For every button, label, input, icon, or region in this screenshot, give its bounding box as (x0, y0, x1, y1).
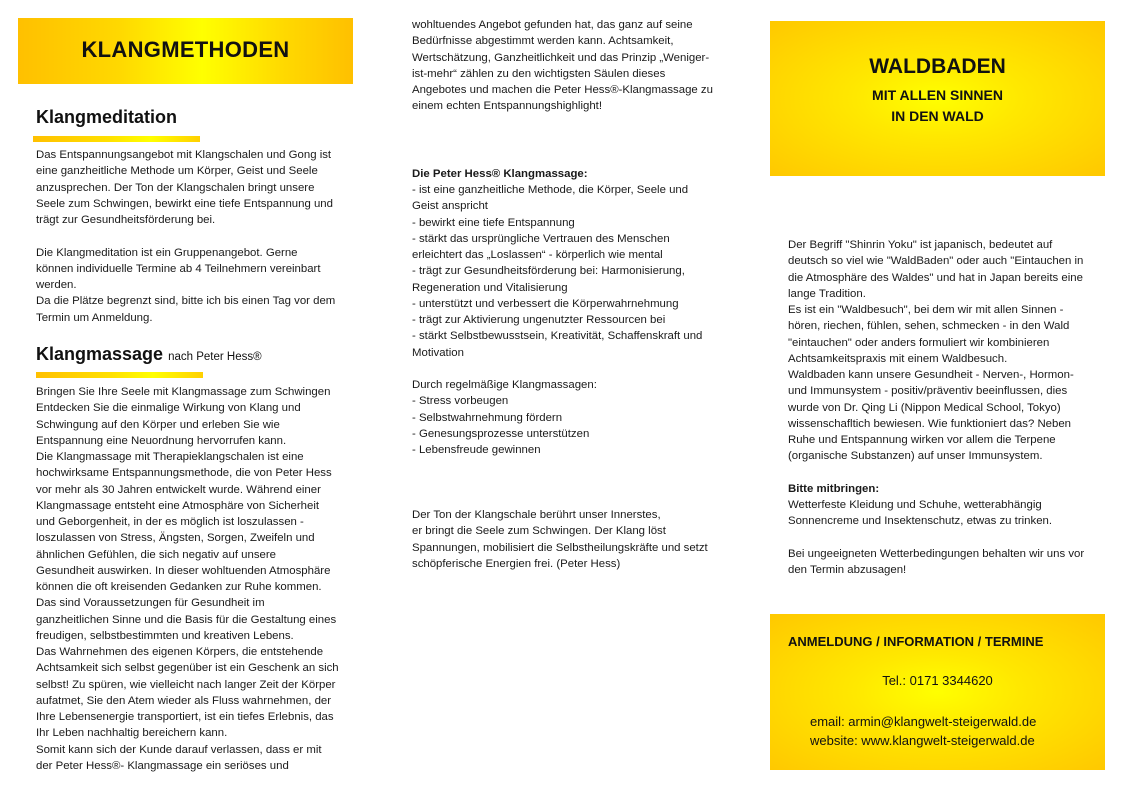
klangmethoden-banner (18, 18, 353, 84)
contact-links (810, 712, 1036, 750)
bring-text: Wetterfeste Kleidung und Schuhe, wetterabhängig Sonnencreme und Insektenschutz, etwas zu trinken. (788, 499, 1053, 528)
klangmeditation-heading (36, 107, 177, 128)
heading-underline-bar (33, 136, 200, 142)
waldbaden-banner (770, 21, 1105, 176)
heading-subtitle: nach Peter Hess® (168, 351, 262, 363)
banner-subtitle (770, 85, 1105, 127)
benefits-list: - ist eine ganzheitliche Methode, die Körper, Seele und Geist anspricht - bewirkt eine tiefe Entspannung - stärkt das ursprüngliche Vertrauen des Menschen erleichtert das „Loslassen“ - körperlich wie mental - trägt zur Gesundheitsförderung bei: Harmonisierung, Regeneration und Vitalisierung - unterstützt und verbessert die Körperwahrnehmung - trägt zur Aktivierung ungenutzter Ressourcen bei - stärkt Selbstbewusstsein, Kreativität, Schaffenskraft und Motivation (412, 184, 703, 359)
klangmassage-text: Bringen Sie Ihre Seele mit Klangmassage zum Schwingen Entdecken Sie die einmalige Wirkung von Klang und Schwingung auf den Körper und erleben Sie wie Entspannung eine Neuordnung hervorrufen kann. Die Klangmassage mit Therapieklangschalen ist eine hochwirksame Entspannungsmethode, die von Peter Hess vor mehr als 30 Jahren entwickelt wurde. Während einer Klangmassage entsteht eine Atmosphäre von Sicherheit und Geborgenheit, in der es möglich ist loszulassen - loszulassen von Stress, Ängsten, Sorgen, Zweifeln und ähnlichen Gefühlen, die sich negativ auf unsere Gesundheit auswirken. In dieser wohltuenden Atmosphäre können die oft kreisenden Gedanken zur Ruhe kommen. Das sind Voraussetzungen für Gesundheit im ganzheitlichen Sinne und die Basis für die Gestaltung eines freudigen, selbstbestimmten und kreativen Lebens. Das Wahrnehmen des eigenen Körpers, die entstehende Achtsamkeit sich selbst gegenüber ist ein Geschenk an sich selbst! Zu spüren, wie vielleicht nach langer Zeit der Körper aufatmet, Sie den Atem wieder als Fluss wahrnehmen, der Ihre Lebensenergie transportiert, ist ein tiefes Erlebnis, das Ihr Leben nachhaltig bereichern kann. Somit kann sich der Kunde darauf verlassen, dass er mit der Peter Hess®- Klangmassage ein seriöses und (36, 386, 339, 772)
contact-email[interactable]: email: armin@klangwelt-steigerwald.de (810, 714, 1037, 729)
middle-intro-text: wohltuendes Angebot gefunden hat, das ganz auf seine Bedürfnisse abgestimmt werden kann. Achtsamkeit, Wertschätzung, Ganzheitlichkeit und das Prinzip „Weniger- ist-mehr“ zählen zu den wichtigsten Säulen dieses Angebotes und machen die Peter Hess®-Klangmassage zu einem echten Entspannungshighlight! (412, 19, 713, 113)
banner-subtitle-line: MIT ALLEN SINNEN (872, 87, 1003, 103)
klangmassage-heading (36, 344, 262, 365)
waldbaden-text: Der Begriff "Shinrin Yoku" ist japanisch, bedeutet auf deutsch so viel wie "WaldBaden" oder auch "Eintauchen in die Atmosphäre des Waldes" und hat in Japan bereits eine lange Tradition. Es ist ein "Waldbesuch", bei dem wir mit allen Sinnen - hören, riechen, fühlen, sehen, schmecken - in den Wald "eintauchen" oder anders formuliert wir kombinieren Achtsamkeitspraxis mit einem Waldbesuch. Waldbaden kann unsere Gesundheit - Nerven-, Hormon- und Immunsystem - positiv/präventiv beeinflussen, dies wurde von Dr. Qing Li (Nippon Medical School, Tokyo) wissenschafltich bewiesen. Wie funktioniert das? Neben Ruhe und Entspannung wirken vor allem die Terpene (organische Substanzen) auf unser Immunsystem. (788, 239, 1084, 463)
benefits-heading: Die Peter Hess® Klangmassage: (412, 168, 588, 180)
weather-note: Bei ungeeigneten Wetterbedingungen behalten wir uns vor den Termin abzusagen! (788, 548, 1085, 577)
banner-title: WALDBADEN (869, 55, 1006, 78)
klangmeditation-text: Das Entspannungsangebot mit Klangschalen und Gong ist eine ganzheitliche Methode um Körper, Geist und Seele anzusprechen. Der Ton der Klangschalen bringt unsere Seele zum Schwingen, bewirkt eine tiefe Entspannung und trägt zur Gesundheitsförderung bei. Die Klangmeditation ist ein Gruppenangebot. Gerne können individuelle Termine ab 4 Teilnehmern vereinbart werden. Da die Plätze begrenzt sind, bitte ich bis einen Tag vor dem Termin um Anmeldung. (36, 149, 336, 324)
regular-massage-list: Durch regelmäßige Klangmassagen: - Stress vorbeugen - Selbstwahrnehmung fördern - Genesungsprozesse unterstützen - Lebensfreude gewinnen (412, 379, 597, 456)
bring-heading: Bitte mitbringen: (788, 483, 880, 495)
contact-website[interactable]: website: www.klangwelt-steigerwald.de (810, 733, 1035, 748)
contact-phone[interactable]: Tel.: 0171 3344620 (882, 673, 993, 688)
banner-title: KLANGMETHODEN (81, 37, 290, 62)
heading-underline-bar (36, 372, 203, 378)
peter-hess-quote: Der Ton der Klangschale berührt unser Innerstes, er bringt die Seele zum Schwingen. Der Klang löst Spannungen, mobilisiert die Selbstheilungskräfte und setzt schöpferische Energien frei. (Peter Hess) (412, 509, 708, 570)
banner-subtitle-line: IN DEN WALD (891, 108, 984, 124)
heading-text: Klangmassage (36, 344, 164, 364)
heading-text: Klangmeditation (36, 107, 178, 127)
contact-box (770, 614, 1105, 770)
contact-heading: ANMELDUNG / INFORMATION / TERMINE (788, 634, 1044, 649)
